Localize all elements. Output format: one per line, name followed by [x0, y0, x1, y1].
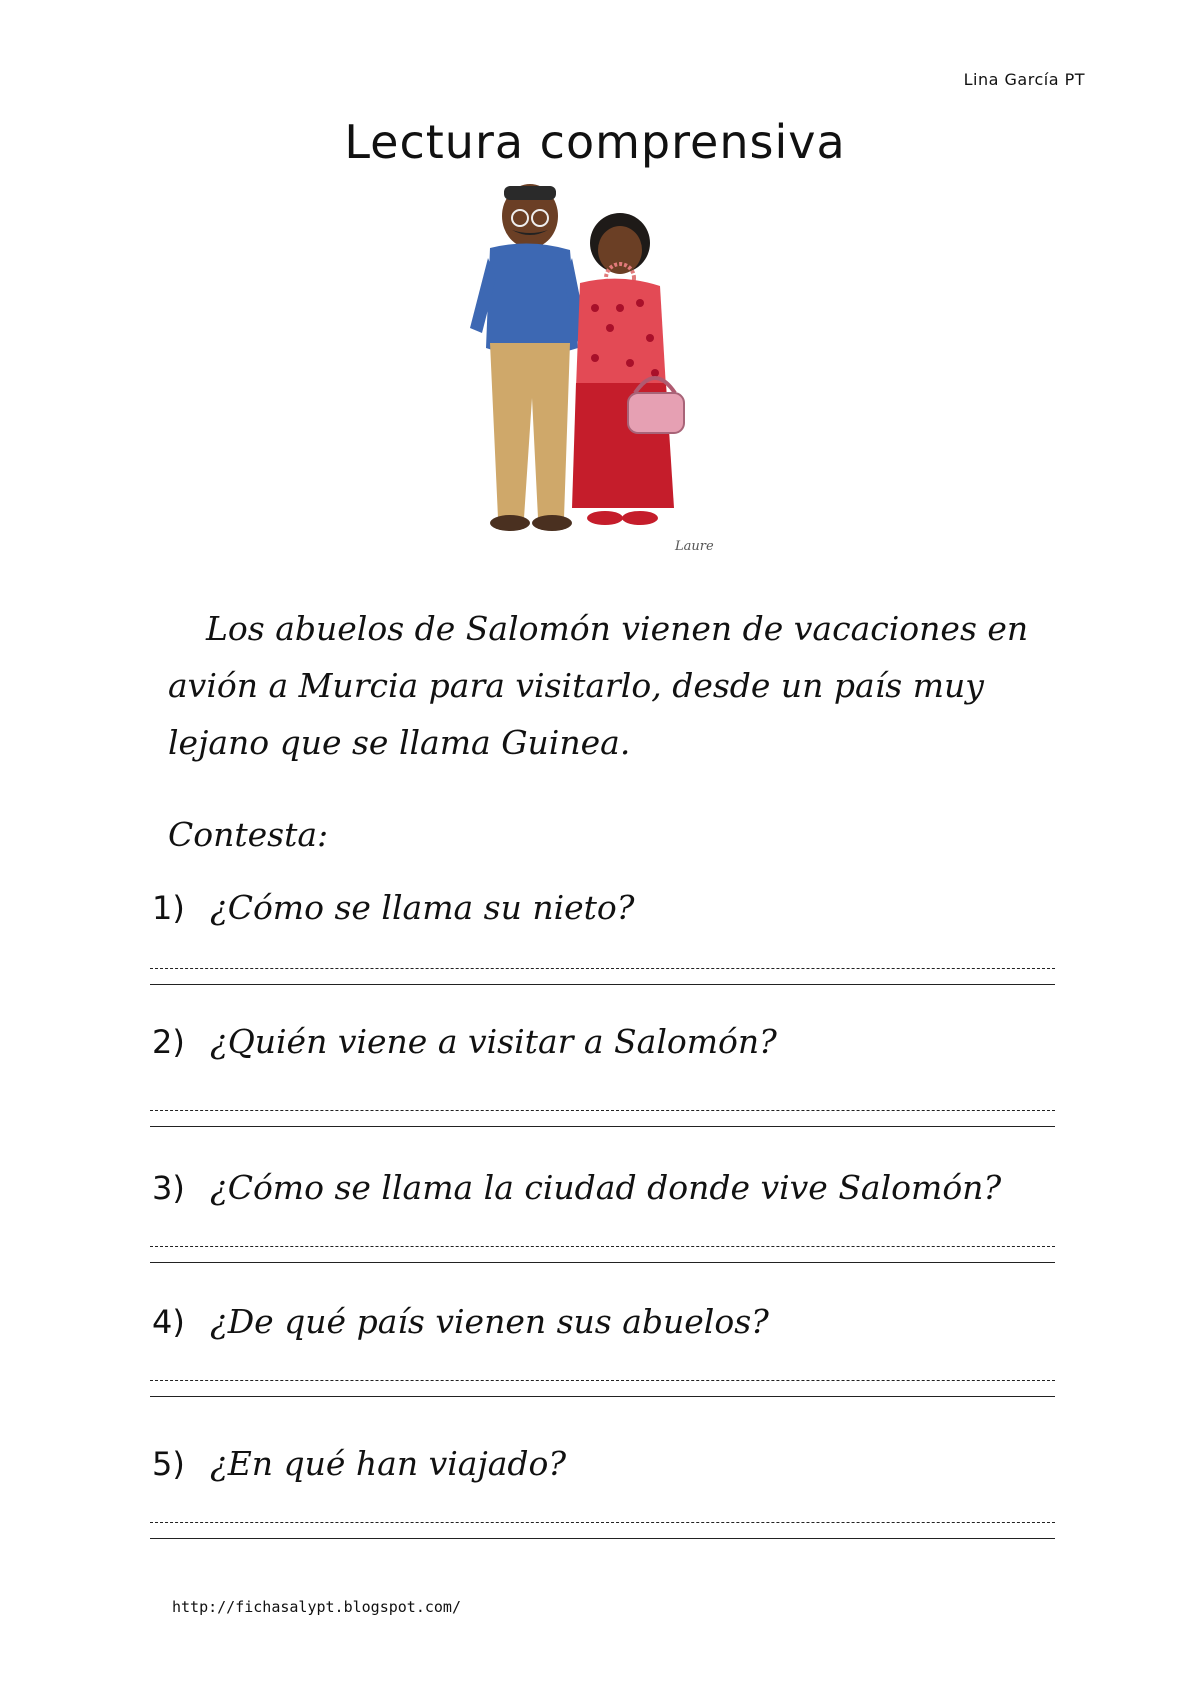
page-title: Lectura comprensiva [344, 115, 846, 169]
answer-lines-5[interactable] [150, 1522, 1055, 1542]
reading-passage: Los abuelos de Salomón vienen de vacaciones en avión a Murcia para visitarlo, desde un país muy lejano que se llama Guinea. [168, 609, 1029, 762]
question-1 [152, 888, 1052, 927]
question-number: 5) [152, 1445, 185, 1483]
question-number: 3) [152, 1169, 185, 1207]
question-text: ¿Quién viene a visitar a Salomón? [210, 1022, 777, 1061]
question-text: ¿De qué país vienen sus abuelos? [210, 1302, 769, 1341]
question-text: ¿Cómo se llama su nieto? [210, 888, 635, 927]
grandparents-illustration [460, 178, 730, 568]
answer-lines-4[interactable] [150, 1380, 1055, 1400]
question-2 [152, 1022, 1052, 1061]
grandfather-figure [470, 184, 588, 531]
question-number: 2) [152, 1023, 185, 1061]
question-text: ¿En qué han viajado? [210, 1444, 567, 1483]
question-3 [152, 1168, 1052, 1207]
footer-url: http://fichasalypt.blogspot.com/ [172, 1598, 461, 1616]
question-5 [152, 1444, 1052, 1483]
answer-lines-3[interactable] [150, 1246, 1055, 1266]
author-label: Lina García PT [963, 70, 1085, 89]
illustrator-signature: Laure [675, 539, 714, 554]
answer-instruction: Contesta: [168, 815, 329, 854]
grandmother-figure [572, 213, 684, 525]
question-number: 1) [152, 889, 185, 927]
answer-lines-2[interactable] [150, 1110, 1055, 1130]
question-text: ¿Cómo se llama la ciudad donde vive Salomón? [210, 1168, 1002, 1207]
answer-lines-1[interactable] [150, 968, 1055, 988]
question-number: 4) [152, 1303, 185, 1341]
question-4 [152, 1302, 1052, 1341]
